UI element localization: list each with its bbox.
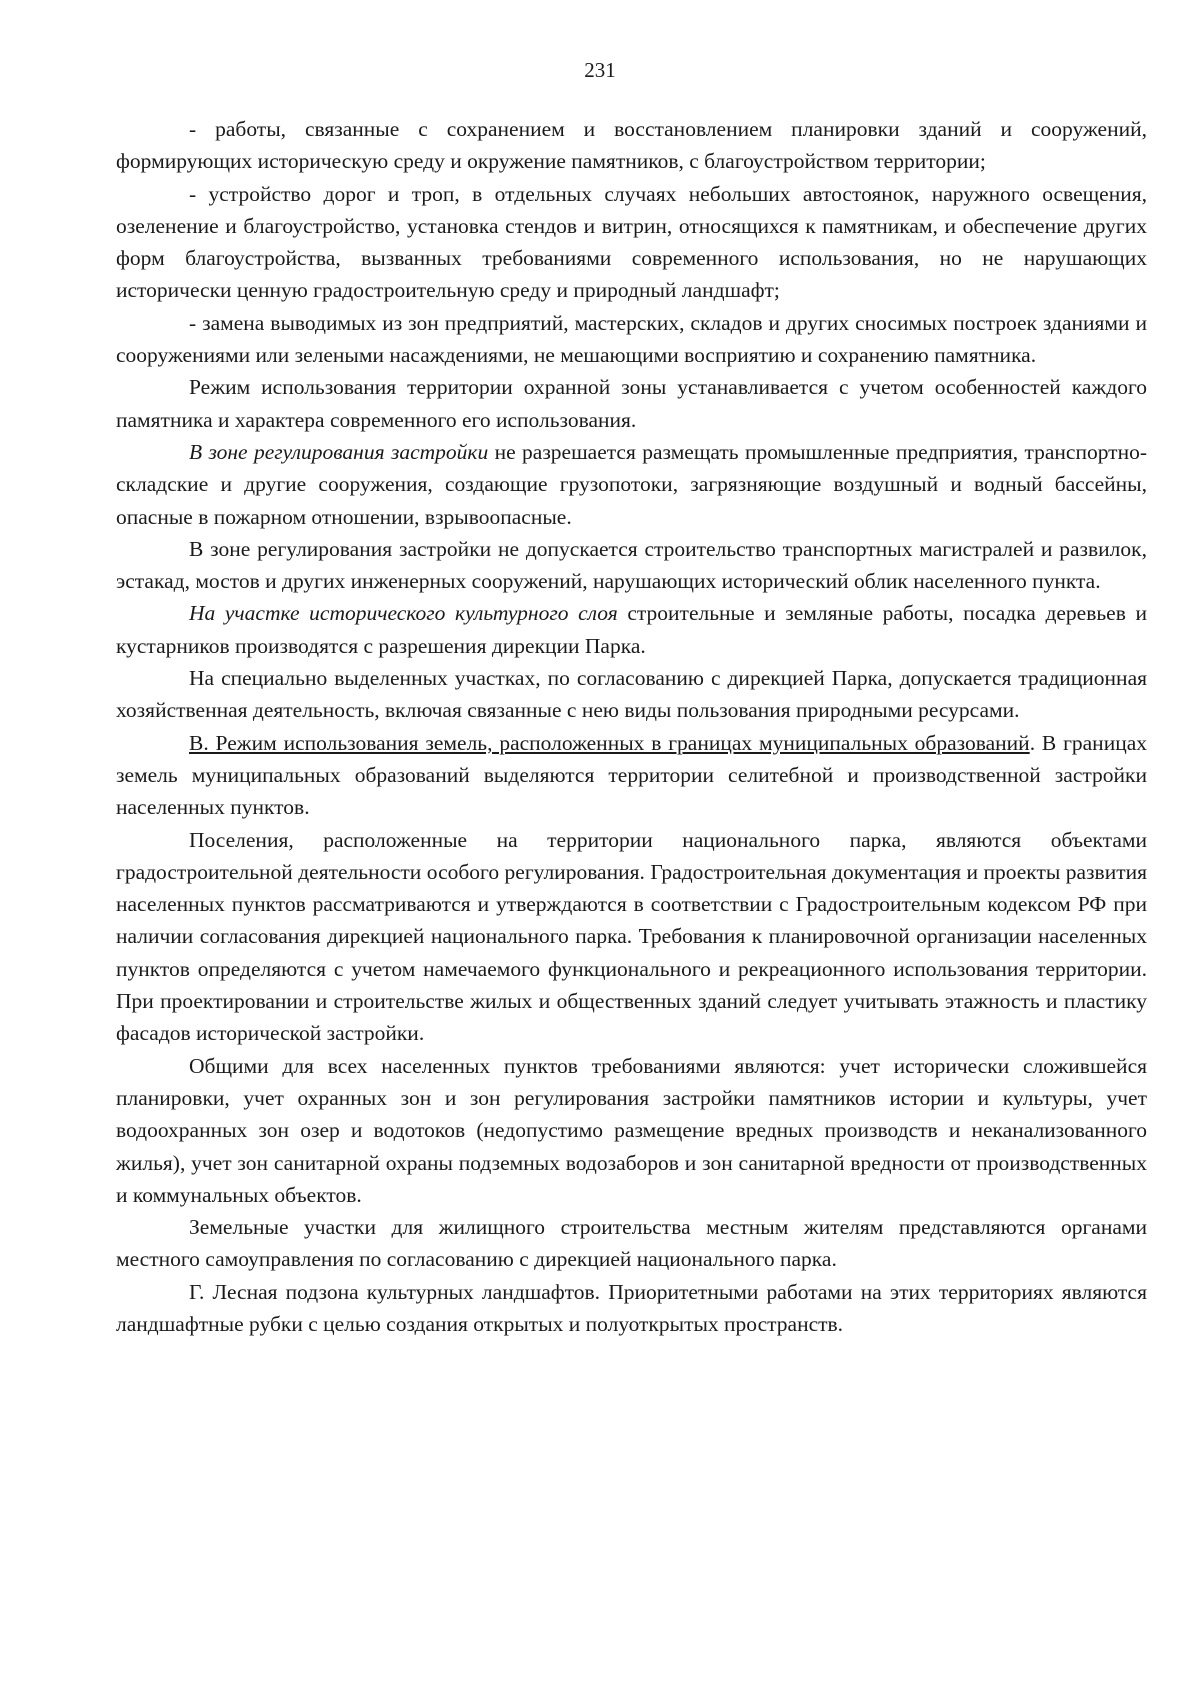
section-heading-municipal-lands: В. Режим использования земель, расположенных в границах муниципальных образований — [189, 730, 1030, 755]
paragraph-text: . В границах земель муниципальных образований выделяются территории селитебной и производственной застройки населенных пунктов. — [116, 730, 1147, 820]
paragraph-planning-works: - работы, связанные с сохранением и восстановлением планировки зданий и сооружений, формирующих историческую среду и окружение памятников, с благоустройством территории; — [116, 117, 1147, 174]
paragraph-common-requirements: Общими для всех населенных пунктов требованиями являются: учет исторически сложившейся планировки, учет охранных зон и зон регулирования застройки памятников истории и культуры, учет водоохранных зон озер и водотоков (недопустимо размещение вредных производств и неканализованного жилья), учет зон санитарной охраны подземных водозаборов и зон санитарной вредности от производственных и коммунальных объектов. — [116, 1053, 1147, 1207]
paragraph-forest-subzone: Г. Лесная подзона культурных ландшафтов. Приоритетными работами на этих территориях являются ландшафтные рубки с целью создания открытых и полуоткрытых пространств. — [116, 1279, 1147, 1336]
paragraph-replacement: - замена выводимых из зон предприятий, мастерских, складов и других сносимых построек зданиями и сооружениями или зелеными насаждениями, не мешающими восприятию и сохранению памятника. — [116, 310, 1147, 368]
paragraph-municipal-lands — [116, 727, 1147, 824]
paragraph-development-regulation-zone — [116, 436, 1147, 533]
italic-term-cultural-layer: На участке исторического культурного слоя — [189, 601, 618, 626]
paragraph-cultural-layer — [116, 597, 1147, 662]
page-number: 231 — [584, 58, 616, 82]
paragraph-traditional-activity: На специально выделенных участках, по согласованию с дирекцией Парка, допускается традиционная хозяйственная деятельность, включая связанные с нею виды пользования природными ресурсами. — [116, 666, 1147, 723]
paragraph-text: строительные и земляные работы, посадка деревьев и кустарников производятся с разрешения дирекции Парка. — [116, 601, 1147, 658]
paragraph-text: не разрешается размещать промышленные предприятия, транспортно-складские и другие сооружения, создающие грузопотоки, загрязняющие воздушный и водный бассейны, опасные в пожарном отношении, взрывоопасные. — [116, 439, 1147, 529]
paragraph-settlements: Поселения, расположенные на территории национального парка, являются объектами градостроительной деятельности особого регулирования. Градостроительная документация и проекты развития населенных пунктов рассматриваются и утверждаются в соответствии с Градостроительным кодексом РФ при наличии согласования дирекцией национального парка. Требования к планировочной организации населенных пунктов определяются с учетом намечаемого функционального и рекреационного использования территории. При проектировании и строительстве жилых и общественных зданий следует учитывать этажность и пластику фасадов исторической застройки. — [116, 827, 1147, 1046]
paragraph-transport-restrictions: В зоне регулирования застройки не допускается строительство транспортных магистралей и развилок, эстакад, мостов и других инженерных сооружений, нарушающих исторический облик населенного пункта. — [116, 536, 1147, 594]
paragraph-protection-zone-regime: Режим использования территории охранной зоны устанавливается с учетом особенностей каждого памятника и характера современного его использования. — [116, 375, 1147, 432]
italic-term-regulation-zone: В зоне регулирования застройки — [189, 439, 489, 464]
paragraph-roads-and-paths: - устройство дорог и троп, в отдельных случаях небольших автостоянок, наружного освещения, озеленение и благоустройство, установка стендов и витрин, относящихся к памятникам, и обеспечение других форм благоустройства, вызванных требованиями современного использования, но не нарушающих исторически ценную градостроительную среду и природный ландшафт; — [116, 181, 1147, 303]
document-body — [116, 113, 1147, 1340]
paragraph-land-plots: Земельные участки для жилищного строительства местным жителям представляются органами местного самоуправления по согласованию с дирекцией национального парка. — [116, 1215, 1147, 1272]
